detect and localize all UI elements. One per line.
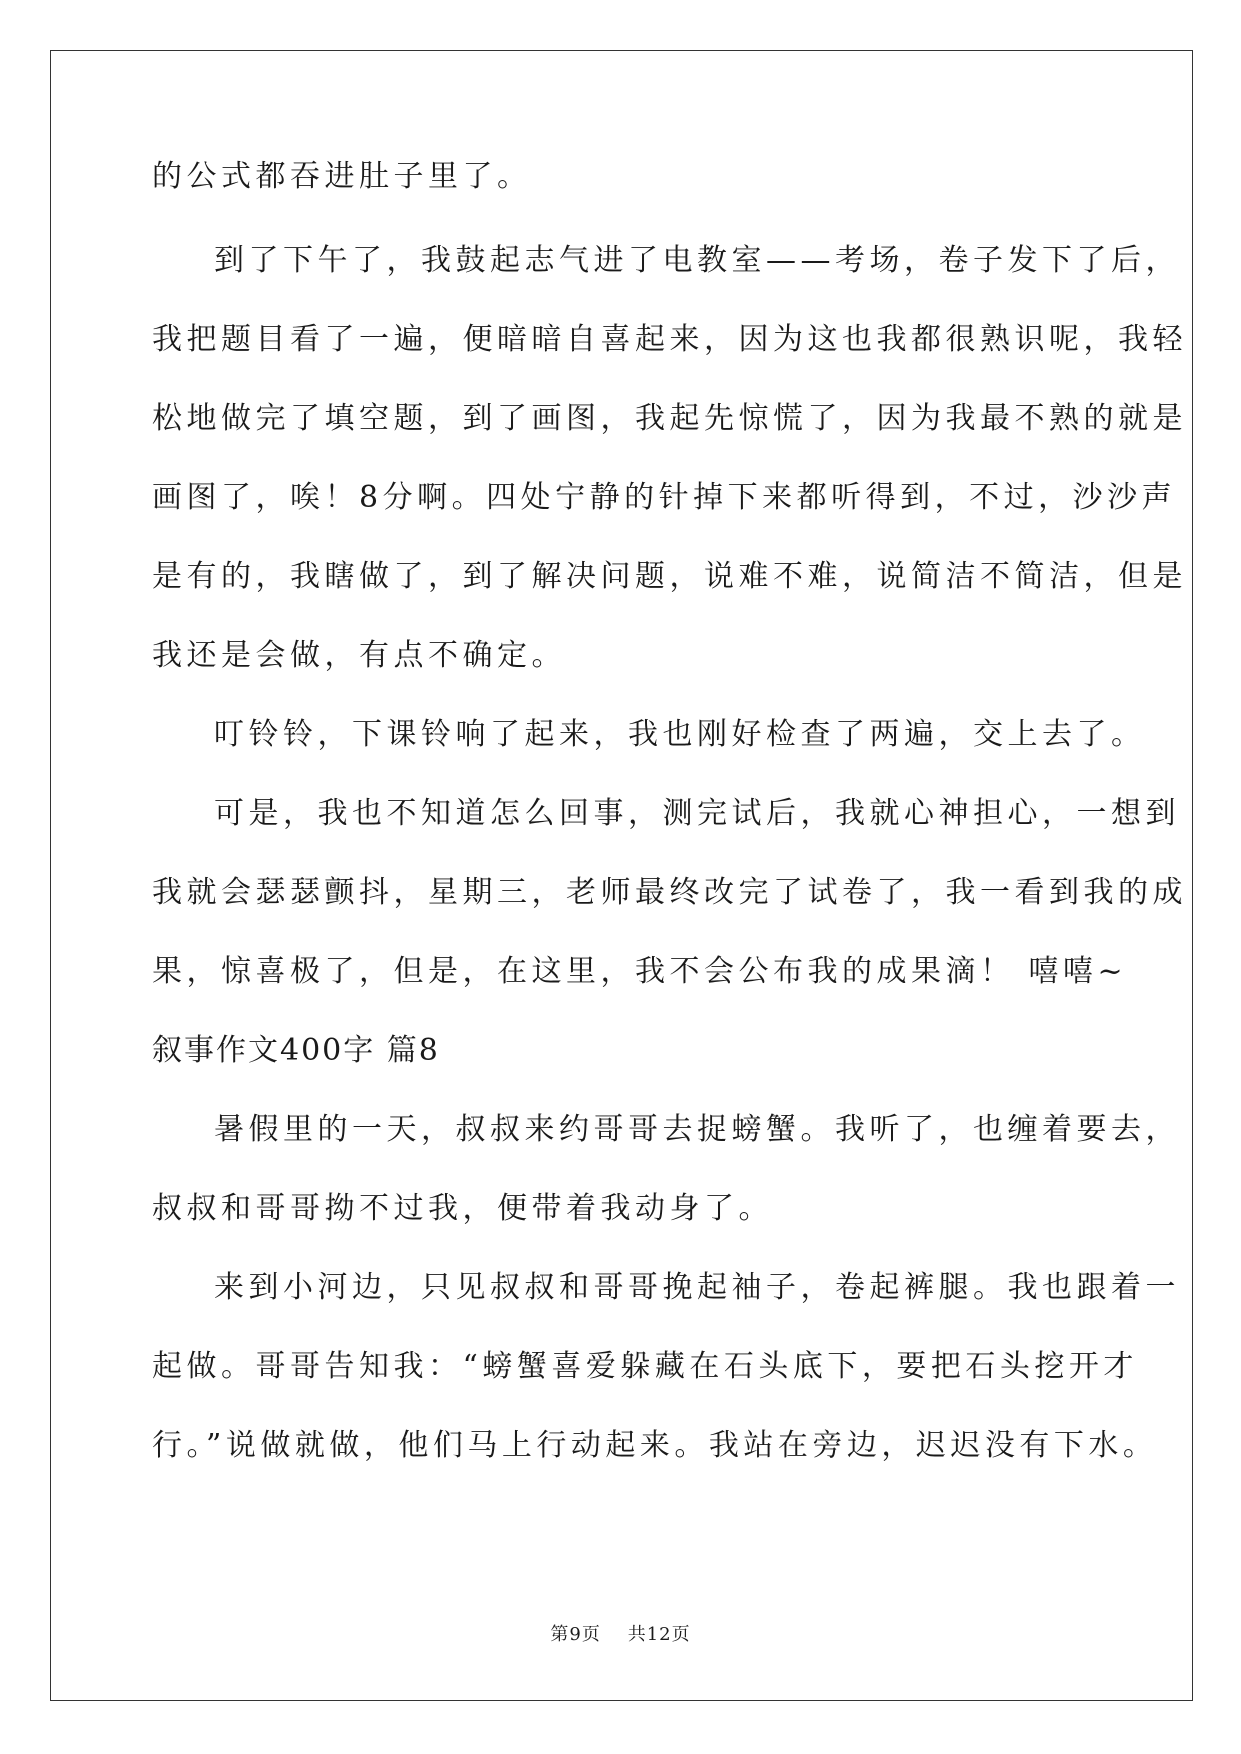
text-line: 是有的，我瞎做了，到了解决问题，说难不难，说简洁不简洁，但是 [152,559,1187,594]
page-number: 第9页 [550,1624,601,1645]
paragraph-start-line: 可是，我也不知道怎么回事，测完试后，我就心神担心，一想到 [214,796,1180,831]
paragraph-start-line: 到了下午了，我鼓起志气进了电教室——考场，卷子发下了后， [214,243,1180,278]
text-line: 我还是会做，有点不确定。 [152,638,566,673]
text-line: 我就会瑟瑟颤抖，星期三，老师最终改完了试卷了，我一看到我的成 [152,875,1187,910]
page-footer [0,1620,1241,1646]
text-line: 松地做完了填空题，到了画图，我起先惊慌了，因为我最不熟的就是 [152,401,1187,436]
text-line: 果，惊喜极了，但是，在这里，我不会公布我的成果滴！ 嘻嘻~ [152,954,1128,989]
text-line: 叔叔和哥哥拗不过我，便带着我动身了。 [152,1191,773,1226]
text-line: 我把题目看了一遍，便暗暗自喜起来，因为这也我都很熟识呢，我轻 [152,322,1187,357]
paragraph-start-line: 来到小河边，只见叔叔和哥哥挽起袖子，卷起裤腿。我也跟着一 [214,1270,1180,1305]
section-heading: 叙事作文400字 篇8 [152,1033,440,1068]
paragraph-start-line: 叮铃铃，下课铃响了起来，我也刚好检查了两遍，交上去了。 [214,717,1146,752]
text-line: 起做。哥哥告知我：“螃蟹喜爱躲藏在石头底下，要把石头挖开才 [152,1349,1138,1384]
page-total: 共12页 [627,1624,691,1645]
text-line: 画图了，唉！8分啊。四处宁静的针掉下来都听得到，不过，沙沙声 [152,480,1177,515]
text-line: 行。”说做就做，他们马上行动起来。我站在旁边，迟迟没有下水。 [152,1428,1158,1463]
paragraph-start-line: 暑假里的一天，叔叔来约哥哥去捉螃蟹。我听了，也缠着要去， [214,1112,1180,1147]
text-line: 的公式都吞进肚子里了。 [152,159,532,194]
document-body [152,157,1187,1485]
